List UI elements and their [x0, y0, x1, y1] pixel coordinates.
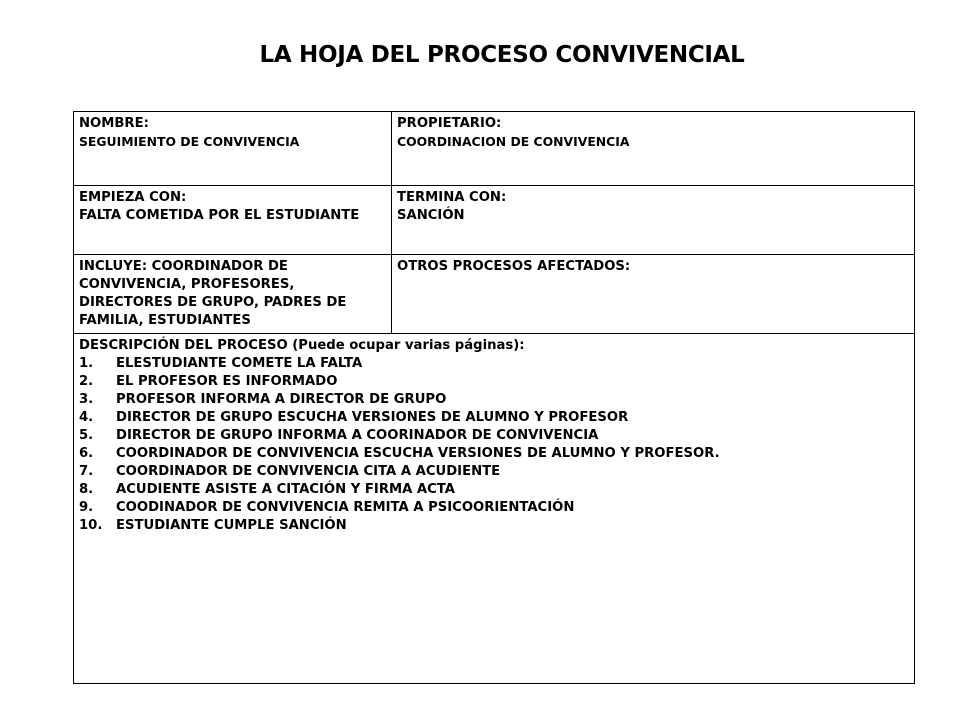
list-item [79, 427, 909, 445]
table-row [74, 112, 915, 186]
empieza-label: EMPIEZA CON: [79, 190, 187, 205]
nombre-label: NOMBRE: [79, 116, 149, 131]
list-item [79, 445, 909, 463]
step-number: 5. [79, 428, 94, 443]
incluye-cell [74, 255, 392, 334]
propietario-label: PROPIETARIO: [397, 116, 502, 131]
step-number: 1. [79, 356, 94, 371]
step-number: 7. [79, 464, 94, 479]
step-text: DIRECTOR DE GRUPO ESCUCHA VERSIONES DE ALUMNO Y PROFESOR [116, 410, 629, 425]
list-item [79, 391, 909, 409]
step-text: COODINADOR DE CONVIVENCIA REMITA A PSICOORIENTACIÓN [116, 500, 575, 515]
empieza-value: FALTA COMETIDA POR EL ESTUDIANTE [79, 208, 360, 223]
step-number: 2. [79, 374, 94, 389]
nombre-cell [74, 112, 392, 186]
step-text: DIRECTOR DE GRUPO INFORMA A COORINADOR DE CONVIVENCIA [116, 428, 599, 443]
page-title: LA HOJA DEL PROCESO CONVIVENCIAL [259, 42, 745, 68]
step-number: 6. [79, 446, 94, 461]
step-text: ACUDIENTE ASISTE A CITACIÓN Y FIRMA ACTA [116, 482, 455, 497]
table-row [74, 334, 915, 684]
step-text: ELESTUDIANTE COMETE LA FALTA [116, 356, 363, 371]
step-text: ESTUDIANTE CUMPLE SANCIÓN [116, 518, 347, 533]
step-text: PROFESOR INFORMA A DIRECTOR DE GRUPO [116, 392, 447, 407]
step-number: 4. [79, 410, 94, 425]
list-item [79, 463, 909, 481]
list-item [79, 481, 909, 499]
list-item [79, 373, 909, 391]
descripcion-label: DESCRIPCIÓN DEL PROCESO (Puede ocupar varias páginas): [79, 338, 525, 353]
table-row [74, 186, 915, 255]
descripcion-cell [74, 334, 915, 684]
termina-value: SANCIÓN [397, 208, 465, 223]
step-text: EL PROFESOR ES INFORMADO [116, 374, 338, 389]
table-row [74, 255, 915, 334]
list-item [79, 499, 909, 517]
termina-label: TERMINA CON: [397, 190, 507, 205]
propietario-cell [392, 112, 915, 186]
propietario-value: COORDINACION DE CONVIVENCIA [397, 134, 630, 149]
otros-procesos-label: OTROS PROCESOS AFECTADOS: [397, 259, 631, 274]
list-item [79, 409, 909, 427]
step-text: COORDINADOR DE CONVIVENCIA ESCUCHA VERSIONES DE ALUMNO Y PROFESOR. [116, 446, 720, 461]
step-number: 3. [79, 392, 94, 407]
empieza-cell [74, 186, 392, 255]
otros-procesos-cell [392, 255, 915, 334]
nombre-value: SEGUIMIENTO DE CONVIVENCIA [79, 134, 300, 149]
step-number: 10. [79, 518, 103, 533]
incluye-text: INCLUYE: COORDINADOR DE CONVIVENCIA, PROFESORES, DIRECTORES DE GRUPO, PADRES DE FAMILIA, ESTUDIANTES [79, 259, 347, 328]
process-sheet-table [73, 111, 915, 684]
list-item [79, 517, 909, 535]
step-number: 9. [79, 500, 94, 515]
list-item [79, 355, 909, 373]
step-number: 8. [79, 482, 94, 497]
steps-list [79, 355, 909, 535]
step-text: COORDINADOR DE CONVIVENCIA CITA A ACUDIENTE [116, 464, 501, 479]
termina-cell [392, 186, 915, 255]
